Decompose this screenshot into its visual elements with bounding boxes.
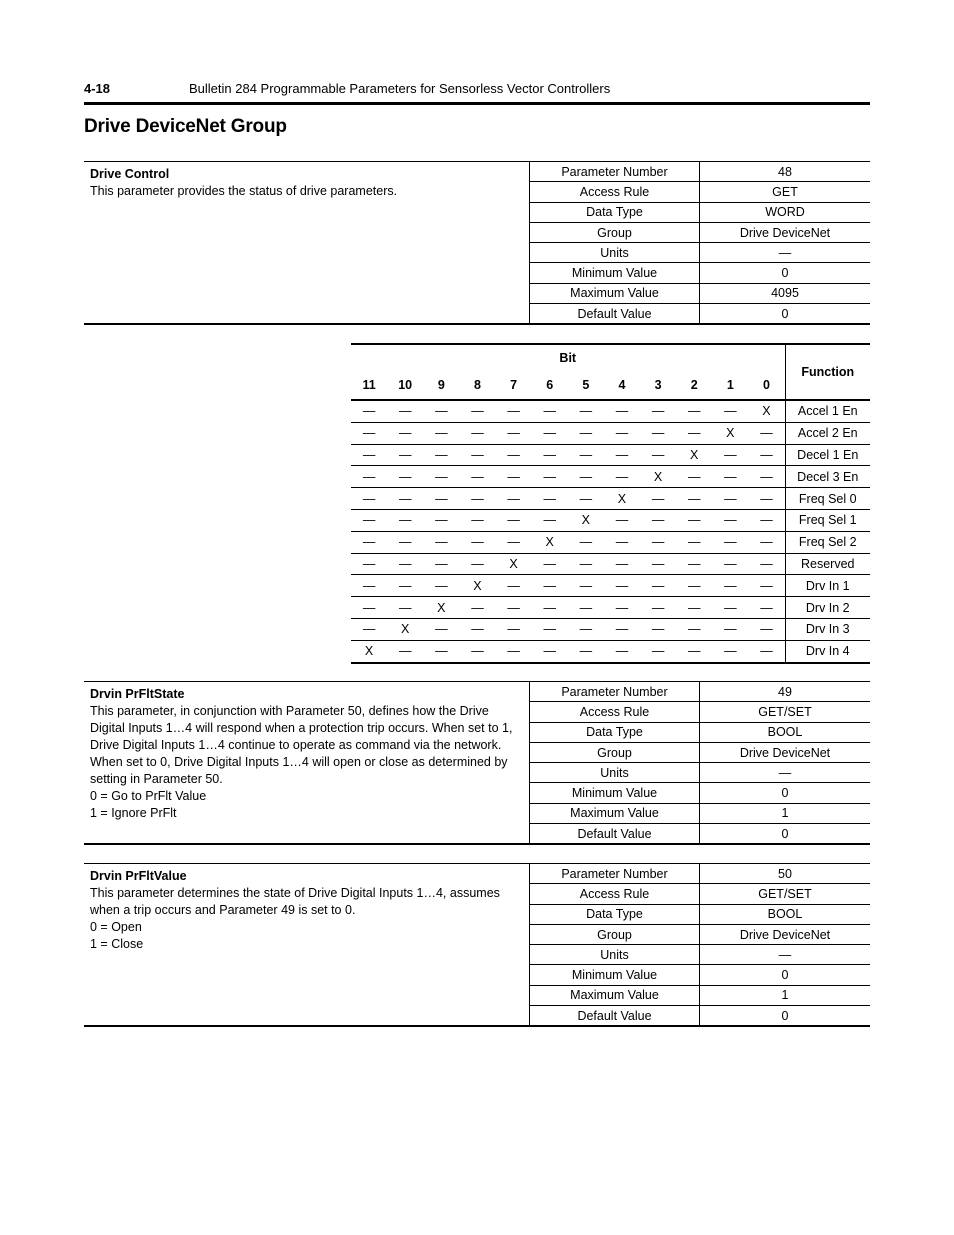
bit-cell: — [459, 553, 495, 575]
attribute-row [530, 924, 871, 944]
option-text: 0 = Go to PrFlt Value [90, 789, 207, 803]
bit-cell: — [496, 618, 532, 640]
bit-number: 11 [351, 371, 387, 400]
bit-cell: — [351, 422, 387, 444]
parameter-block-drive-control [84, 161, 870, 325]
bit-cell: X [568, 509, 604, 531]
attribute-row [530, 742, 871, 762]
bit-number: 3 [640, 371, 676, 400]
bit-cell: — [712, 400, 748, 422]
bit-cell: — [532, 597, 568, 619]
bit-cell: — [712, 531, 748, 553]
attribute-value: — [700, 763, 871, 783]
bit-cell: — [423, 531, 459, 553]
attribute-value: 0 [781, 826, 789, 841]
attribute-value: 49 [700, 682, 871, 702]
bit-cell: — [640, 422, 676, 444]
bit-cell: — [676, 531, 712, 553]
bit-cell: — [568, 618, 604, 640]
bit-cell: — [387, 575, 423, 597]
bit-number: 5 [568, 371, 604, 400]
bit-cell: X [748, 400, 785, 422]
bit-cell: — [351, 488, 387, 510]
bit-cell: — [604, 575, 640, 597]
bit-cell: — [496, 422, 532, 444]
bit-cell: — [568, 422, 604, 444]
attribute-key: Access Rule [530, 702, 700, 722]
bit-cell: — [748, 531, 785, 553]
bit-function-label: Decel 1 En [785, 444, 870, 466]
attribute-row [530, 783, 871, 803]
bit-cell: — [604, 553, 640, 575]
bit-function-label: Reserved [785, 553, 870, 575]
attribute-row [530, 722, 871, 742]
bit-cell: X [423, 597, 459, 619]
attribute-row [530, 243, 871, 263]
bit-cell: — [676, 618, 712, 640]
bit-cell: — [568, 575, 604, 597]
bit-cell: — [676, 575, 712, 597]
attribute-value: GET [700, 182, 871, 202]
bit-cell: — [496, 488, 532, 510]
bit-cell: X [387, 618, 423, 640]
attribute-value: GET/SET [700, 884, 871, 904]
bit-caption: Bit [559, 351, 577, 365]
attribute-key: Data Type [530, 202, 700, 222]
attribute-row [530, 263, 871, 283]
attribute-value: 50 [700, 864, 871, 884]
bit-cell: — [579, 644, 593, 659]
bit-row [351, 553, 870, 575]
bit-function-label: Freq Sel 1 [785, 509, 870, 531]
page-number: 4-18 [84, 81, 111, 96]
attribute-value: GET/SET [700, 702, 871, 722]
bit-cell: X [364, 644, 374, 659]
attribute-key: Default Value [530, 1006, 700, 1026]
parameter-block-drvin-prfltvalue [84, 863, 870, 1027]
bit-cell: — [423, 575, 459, 597]
attribute-row [530, 222, 871, 242]
attribute-row [530, 202, 871, 222]
bit-cell: — [532, 400, 568, 422]
attribute-value: 0 [700, 783, 871, 803]
attribute-key: Maximum Value [530, 803, 700, 823]
attribute-key: Access Rule [530, 884, 700, 904]
attribute-key: Units [530, 945, 700, 965]
bit-cell: — [496, 400, 532, 422]
attribute-value: 0 [781, 1008, 789, 1023]
bit-cell: — [640, 597, 676, 619]
bit-cell: — [351, 509, 387, 531]
parameter-attributes-table [529, 682, 870, 843]
bit-cell: — [640, 400, 676, 422]
option-text: 0 = Open [90, 920, 142, 934]
bit-cell: — [387, 466, 423, 488]
bit-cell: — [351, 618, 387, 640]
bit-cell: — [423, 618, 459, 640]
bit-function-table [351, 343, 870, 664]
bit-cell: X [532, 531, 568, 553]
bit-cell: — [423, 553, 459, 575]
bit-cell: — [387, 444, 423, 466]
bit-cell: — [604, 466, 640, 488]
bit-row [351, 640, 870, 662]
attribute-row [530, 682, 871, 702]
bit-cell: — [496, 575, 532, 597]
bit-cell: — [676, 422, 712, 444]
attribute-row [530, 864, 871, 884]
attribute-row [530, 283, 871, 303]
attribute-value: 1 [700, 803, 871, 823]
bit-cell: — [712, 597, 748, 619]
bit-number: 0 [748, 371, 785, 400]
bit-cell: — [604, 444, 640, 466]
bit-cell: — [387, 531, 423, 553]
bit-cell: — [676, 488, 712, 510]
bit-cell: — [351, 575, 387, 597]
bit-cell: — [604, 531, 640, 553]
bit-cell: — [387, 488, 423, 510]
parameter-block-drvin-prfltstate [84, 681, 870, 845]
bit-cell: — [712, 488, 748, 510]
bit-cell: — [748, 488, 785, 510]
bit-function-label: Accel 1 En [785, 400, 870, 422]
bit-function-label: Freq Sel 0 [785, 488, 870, 510]
bit-cell: — [459, 618, 495, 640]
parameter-description [90, 686, 526, 822]
bit-cell: — [604, 618, 640, 640]
attribute-value: BOOL [700, 904, 871, 924]
bit-cell: — [676, 509, 712, 531]
attribute-row [530, 965, 871, 985]
bit-cell: — [604, 509, 640, 531]
attribute-row [530, 304, 871, 324]
bit-cell: — [351, 597, 387, 619]
attribute-row [530, 884, 871, 904]
bit-cell: — [651, 644, 665, 659]
parameter-name: Drive Control [90, 167, 170, 181]
description-text: This parameter provides the status of drive parameters. [90, 184, 398, 198]
bit-cell: — [387, 553, 423, 575]
bit-function-label: Drv In 1 [785, 575, 870, 597]
running-header-title: Bulletin 284 Programmable Parameters for Sensorless Vector Controllers [189, 81, 611, 96]
bit-cell: — [604, 597, 640, 619]
bit-cell: — [423, 488, 459, 510]
bit-cell: — [640, 509, 676, 531]
bit-row [351, 466, 870, 488]
bit-cell: — [640, 553, 676, 575]
bit-number: 8 [459, 371, 495, 400]
attribute-value: 1 [700, 985, 871, 1005]
attribute-key: Default Value [530, 824, 700, 844]
bit-cell: X [604, 488, 640, 510]
bit-cell: — [496, 466, 532, 488]
attribute-row [530, 985, 871, 1005]
bit-function-label: Drv In 4 [785, 640, 870, 662]
parameter-name: Drvin PrFltValue [90, 869, 187, 883]
bit-function-label: Freq Sel 2 [785, 531, 870, 553]
bit-cell: — [387, 597, 423, 619]
bit-row [351, 422, 870, 444]
bit-cell: — [423, 466, 459, 488]
bit-cell: — [459, 444, 495, 466]
bit-cell: — [568, 488, 604, 510]
attribute-key: Data Type [530, 722, 700, 742]
attribute-key: Default Value [530, 304, 700, 324]
bit-cell: — [543, 644, 556, 659]
bit-cell: — [568, 466, 604, 488]
attribute-row [530, 1006, 871, 1026]
bit-row [351, 444, 870, 466]
bit-row [351, 597, 870, 619]
attribute-key: Minimum Value [530, 965, 700, 985]
bit-cell: — [351, 466, 387, 488]
attribute-row [530, 702, 871, 722]
parameter-description [90, 166, 526, 200]
bit-cell: — [760, 644, 773, 659]
attribute-row [530, 803, 871, 823]
attribute-value: 48 [700, 162, 871, 182]
bit-cell: X [640, 466, 676, 488]
attribute-value: WORD [700, 202, 871, 222]
attribute-value: Drive DeviceNet [700, 924, 871, 944]
bit-cell: — [387, 509, 423, 531]
bit-cell: X [459, 575, 495, 597]
bit-cell: — [423, 509, 459, 531]
bit-cell: — [748, 575, 785, 597]
attribute-key: Data Type [530, 904, 700, 924]
bit-cell: — [615, 644, 629, 659]
bit-cell: — [712, 466, 748, 488]
attribute-key: Access Rule [530, 182, 700, 202]
bit-cell: — [568, 531, 604, 553]
attribute-key: Group [530, 222, 700, 242]
bit-number: 6 [532, 371, 568, 400]
bit-row [351, 531, 870, 553]
bit-cell: — [532, 444, 568, 466]
attribute-row [530, 763, 871, 783]
bit-function-label: Decel 3 En [785, 466, 870, 488]
bit-cell: — [748, 422, 785, 444]
bit-number: 9 [423, 371, 459, 400]
bit-number: 2 [676, 371, 712, 400]
bit-cell: — [351, 444, 387, 466]
bit-number: 7 [496, 371, 532, 400]
attribute-key: Maximum Value [530, 283, 700, 303]
attribute-key: Group [530, 924, 700, 944]
bit-cell: — [532, 466, 568, 488]
bit-cell: — [496, 531, 532, 553]
bit-cell: — [724, 644, 737, 659]
attribute-key: Minimum Value [530, 783, 700, 803]
header-rule [84, 102, 870, 105]
bit-cell: — [676, 597, 712, 619]
bit-cell: — [459, 488, 495, 510]
bit-cell: — [568, 597, 604, 619]
bit-cell: — [748, 444, 785, 466]
bit-row [351, 575, 870, 597]
bit-row [351, 488, 870, 510]
bit-cell: — [423, 444, 459, 466]
bit-cell: X [496, 553, 532, 575]
attribute-value: Drive DeviceNet [700, 222, 871, 242]
bit-row [351, 400, 870, 422]
attribute-value: Drive DeviceNet [700, 742, 871, 762]
bit-cell: — [640, 618, 676, 640]
bit-cell: — [568, 400, 604, 422]
attribute-value: 0 [700, 263, 871, 283]
bit-cell: — [640, 444, 676, 466]
description-text: This parameter determines the state of Drive Digital Inputs 1…4, assumes when a trip occurs and Parameter 49 is set to 0. [90, 886, 500, 917]
description-text: This parameter, in conjunction with Parameter 50, defines how the Drive Digital Inputs 1…4 will respond when a protection trip occurs. When set to 1, Drive Digital Inputs 1…4 continue to operate as command via the network. When set to 0, Drive Digital Inputs 1…4 will open or close as determined by setting in Parameter 50. [90, 704, 513, 786]
bit-cell: — [532, 488, 568, 510]
attribute-row [530, 824, 871, 844]
bit-number: 10 [387, 371, 423, 400]
attribute-row [530, 162, 871, 182]
attribute-key: Group [530, 742, 700, 762]
attribute-row [530, 182, 871, 202]
bit-cell: — [423, 400, 459, 422]
parameter-description [90, 868, 526, 953]
bit-cell: — [351, 400, 387, 422]
bit-cell: — [532, 553, 568, 575]
bit-cell: — [640, 531, 676, 553]
bit-cell: — [496, 444, 532, 466]
bit-cell: — [532, 618, 568, 640]
bit-cell: — [712, 575, 748, 597]
bit-cell: — [459, 509, 495, 531]
bit-cell: X [712, 422, 748, 444]
bit-cell: — [712, 553, 748, 575]
bit-cell: — [640, 575, 676, 597]
bit-number: 4 [604, 371, 640, 400]
bit-cell: — [676, 466, 712, 488]
bit-cell: X [676, 444, 712, 466]
bit-cell: — [459, 422, 495, 444]
bit-cell: — [748, 618, 785, 640]
bit-cell: — [471, 644, 484, 659]
bit-cell: — [748, 466, 785, 488]
attribute-key: Parameter Number [530, 162, 700, 182]
bit-cell: — [459, 400, 495, 422]
parameter-attributes-table [529, 162, 870, 323]
section-title: Drive DeviceNet Group [84, 116, 287, 137]
bit-cell: — [351, 553, 387, 575]
bit-cell: — [423, 422, 459, 444]
bit-cell: — [398, 644, 412, 659]
bit-function-label: Drv In 2 [785, 597, 870, 619]
attribute-key: Units [530, 243, 700, 263]
bit-cell: — [748, 597, 785, 619]
parameter-attributes-table [529, 864, 870, 1025]
bit-cell: — [435, 644, 448, 659]
bit-function-label: Drv In 3 [785, 618, 870, 640]
parameter-name: Drvin PrFltState [90, 687, 185, 701]
attribute-key: Maximum Value [530, 985, 700, 1005]
bit-cell: — [748, 509, 785, 531]
attribute-value: 0 [700, 965, 871, 985]
bit-cell: — [568, 553, 604, 575]
bit-cell: — [459, 466, 495, 488]
bit-cell: — [387, 422, 423, 444]
function-caption: Function [785, 344, 870, 400]
attribute-key: Minimum Value [530, 263, 700, 283]
bit-cell: — [748, 553, 785, 575]
bit-function-label: Accel 2 En [785, 422, 870, 444]
attribute-key: Parameter Number [530, 682, 700, 702]
attribute-row [530, 904, 871, 924]
attribute-value: BOOL [700, 722, 871, 742]
bit-cell: — [712, 618, 748, 640]
bit-cell: — [507, 644, 520, 659]
bit-row [351, 509, 870, 531]
bit-cell: — [676, 553, 712, 575]
bit-cell: — [640, 488, 676, 510]
bit-cell: — [532, 509, 568, 531]
option-text: 1 = Close [90, 937, 144, 951]
bit-cell: — [712, 509, 748, 531]
bit-row [351, 618, 870, 640]
bit-cell: — [604, 400, 640, 422]
bit-cell: — [459, 531, 495, 553]
bit-cell: — [712, 444, 748, 466]
option-text: 1 = Ignore PrFlt [90, 806, 177, 820]
attribute-value: — [700, 243, 871, 263]
attribute-row [530, 945, 871, 965]
attribute-value: 0 [781, 306, 789, 321]
bit-cell: — [459, 597, 495, 619]
attribute-key: Parameter Number [530, 864, 700, 884]
bit-cell: — [496, 509, 532, 531]
bit-cell: — [532, 575, 568, 597]
attribute-value: 4095 [700, 283, 871, 303]
attribute-key: Units [530, 763, 700, 783]
bit-cell: — [532, 422, 568, 444]
bit-cell: — [351, 531, 387, 553]
attribute-value: — [700, 945, 871, 965]
bit-cell: — [676, 400, 712, 422]
bit-cell: — [387, 400, 423, 422]
bit-cell: — [568, 444, 604, 466]
bit-cell: — [687, 644, 701, 659]
bit-cell: — [496, 597, 532, 619]
bit-number: 1 [712, 371, 748, 400]
bit-cell: — [604, 422, 640, 444]
